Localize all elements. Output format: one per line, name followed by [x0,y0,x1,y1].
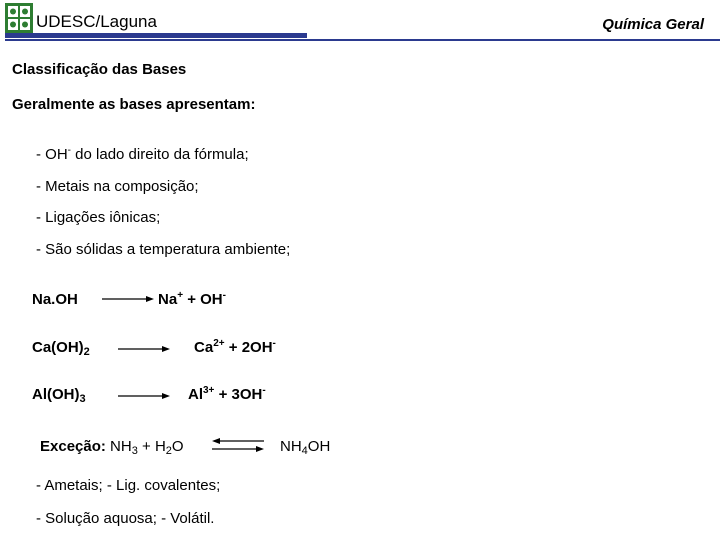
reaction-arrow-icon [118,389,170,403]
udesc-logo-icon [5,3,33,33]
equation-reactant [32,386,86,403]
page-title: Química Geral [602,16,704,33]
list-item: - Ligações iônicas; [36,209,161,226]
item-text: do lado direito da fórmula; [71,146,249,163]
subscript: 2 [83,346,90,358]
list-item: - Metais na composição; [36,178,199,195]
plus-sign: + [137,438,155,455]
charge: + [177,290,184,301]
note-item: - Solução aquosa; - Volátil. [36,510,215,527]
subscript: 2 [165,445,172,457]
equation-reactant [32,339,90,356]
charge: - [272,338,276,349]
charge: 3+ [203,385,215,396]
plus-sign: + [224,339,242,356]
subscript: 3 [79,393,86,405]
ion: OH [200,291,223,308]
equation-products [158,291,226,308]
header-divider [5,39,720,41]
equilibrium-arrow-icon [212,436,264,454]
ion: 3OH [231,386,263,403]
reaction-arrow-icon [102,292,154,306]
subscript: 4 [301,445,308,457]
subscript: 3 [131,445,138,457]
charge: - [262,385,266,396]
list-item [36,146,249,163]
equation-products [194,339,276,356]
note-item: - Ametais; - Lig. covalentes; [36,477,221,494]
logo-text: UDESC/Laguna [36,12,157,31]
plus-sign: + [183,291,201,308]
formula: O [171,438,184,455]
ion: 2OH [241,339,273,356]
section-heading: Classificação das Bases [12,61,187,78]
ion: Al [188,386,203,403]
list-item: - São sólidas a temperatura ambiente; [36,241,291,258]
exception-product [280,438,330,455]
exception-equation [40,438,184,455]
formula: Al(OH) [32,386,80,403]
ion: Na [158,291,178,308]
exception-label: Exceção: [40,438,106,455]
charge: - [222,290,226,301]
superscript: - [67,145,72,156]
formula: NH [105,438,132,455]
header-accent-bar [5,33,307,38]
formula: NH [280,438,302,455]
equation-reactant: Na.OH [32,291,78,308]
reaction-arrow-icon [118,342,170,356]
formula: Ca(OH) [32,339,84,356]
charge: 2+ [213,338,225,349]
plus-sign: + [214,386,232,403]
ion: Ca [194,339,214,356]
formula: H [154,438,166,455]
equation-products [188,386,266,403]
item-text: - OH [36,146,68,163]
formula: OH [307,438,331,455]
section-intro: Geralmente as bases apresentam: [12,96,256,113]
